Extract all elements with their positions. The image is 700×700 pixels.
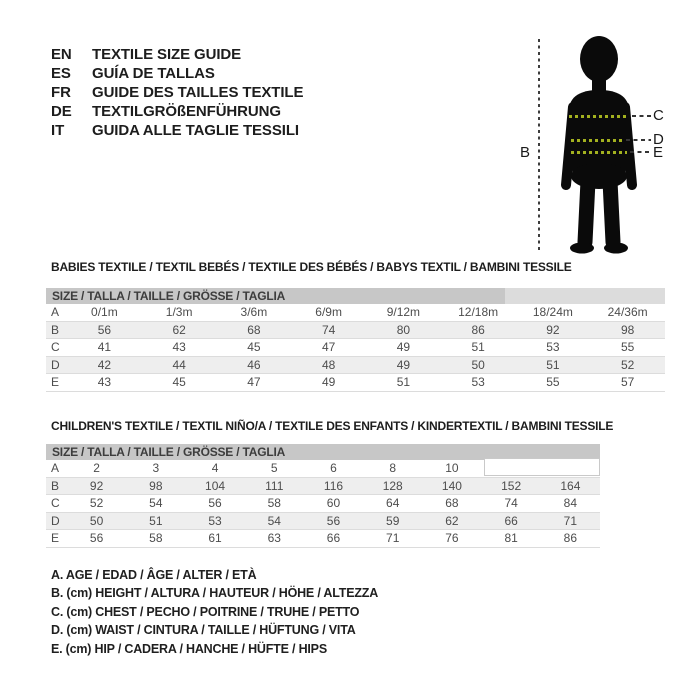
table-cell: 56 — [326, 513, 341, 528]
table-row — [46, 304, 665, 322]
language-title: GUÍA DE TALLAS — [92, 65, 215, 82]
table-cell: 49 — [396, 340, 411, 355]
table-cell: 45 — [247, 340, 261, 355]
row-label: E — [51, 375, 60, 390]
height-measure-line — [538, 39, 540, 252]
table-cell: 64 — [386, 496, 400, 511]
size-header-bar: SIZE / TALLA / TAILLE / GRÖSSE / TAGLIA — [46, 288, 665, 304]
height-label: B — [520, 144, 531, 161]
table-cell: 62 — [445, 513, 459, 528]
table-cell: 62 — [172, 322, 186, 337]
legend-waist: D. (cm) WAIST / CINTURA / TAILLE / HÜFTUNG / VITA — [51, 623, 356, 638]
table-cell: 68 — [445, 496, 459, 511]
table-cell: 57 — [620, 375, 635, 390]
table-cell: 81 — [504, 531, 518, 546]
legend-age: A. AGE / EDAD / ÂGE / ALTER / ETÀ — [51, 568, 257, 582]
table-cell: 56 — [208, 496, 222, 511]
row-label: A — [51, 461, 60, 476]
table-row — [46, 513, 600, 531]
table-cell: 51 — [149, 513, 163, 528]
waist-label: D — [653, 131, 664, 148]
child-silhouette — [558, 36, 640, 254]
table-cell: 58 — [149, 531, 163, 546]
table-row — [46, 339, 665, 357]
legend-height: B. (cm) HEIGHT / ALTURA / HAUTEUR / HÖHE / ALTEZZA — [51, 586, 379, 601]
table-cell: 46 — [247, 357, 261, 372]
language-row — [51, 45, 303, 64]
table-cell: 47 — [247, 375, 261, 390]
table-cell: 1/3m — [165, 305, 193, 320]
waist-measure-dash — [626, 139, 651, 141]
table-cell: 54 — [267, 513, 281, 528]
table-cell: 45 — [172, 375, 186, 390]
language-code: EN — [51, 46, 72, 63]
table-cell: 41 — [97, 340, 112, 355]
row-label: C — [51, 340, 60, 355]
table-cell: 164 — [560, 478, 581, 493]
table-cell: 2 — [93, 461, 100, 476]
table-cell: 49 — [396, 357, 411, 372]
table-cell: 53 — [471, 375, 485, 390]
table-cell: 92 — [546, 322, 560, 337]
table-cell: 3 — [152, 461, 160, 476]
waist-measure-dots — [571, 139, 623, 142]
language-row — [51, 83, 303, 102]
table-cell: 50 — [89, 513, 104, 528]
table-row — [46, 495, 600, 513]
table-cell: 24/36m — [607, 305, 648, 320]
table-cell: 3/6m — [240, 305, 268, 320]
hip-measure-dots — [571, 151, 627, 154]
table-cell: 56 — [97, 322, 112, 337]
table-cell: 61 — [208, 531, 222, 546]
table-cell: 86 — [471, 322, 485, 337]
babies-size-table — [46, 288, 665, 392]
table-cell: 50 — [471, 357, 485, 372]
table-cell: 74 — [504, 496, 518, 511]
table-cell: 116 — [323, 478, 344, 493]
table-cell: 111 — [265, 478, 284, 493]
table-cell: 66 — [504, 513, 518, 528]
language-title-list — [51, 45, 303, 140]
table-cell: 44 — [172, 357, 186, 372]
table-cell: 43 — [97, 375, 112, 390]
table-cell: 68 — [247, 322, 261, 337]
measurement-legend — [51, 566, 378, 658]
table-cell: 48 — [321, 357, 336, 372]
table-cell: 49 — [321, 375, 336, 390]
table-cell: 76 — [445, 531, 459, 546]
language-title: TEXTILGRÖßENFÜHRUNG — [92, 103, 281, 120]
language-row — [51, 121, 303, 140]
hip-label: E — [653, 144, 664, 161]
language-code: DE — [51, 103, 72, 120]
table-cell: 4 — [211, 461, 219, 476]
table-cell: 51 — [471, 340, 485, 355]
table-cell: 74 — [321, 322, 336, 337]
table-cell: 58 — [267, 496, 281, 511]
table-cell: 98 — [620, 322, 635, 337]
babies-section-title: BABIES TEXTILE / TEXTIL BEBÉS / TEXTILE DES BÉBÉS / BABYS TEXTIL / BAMBINI TESSILE — [51, 260, 572, 274]
table-cell: 51 — [546, 357, 560, 372]
legend-hip: E. (cm) HIP / CADERA / HANCHE / HÜFTE / HIPS — [51, 641, 327, 656]
table-cell: 66 — [326, 531, 341, 546]
table-cell: 9/12m — [386, 305, 421, 320]
table-cell: 54 — [149, 496, 163, 511]
table-cell: 42 — [97, 357, 112, 372]
table-cell: 56 — [89, 531, 104, 546]
table-row — [46, 478, 600, 496]
language-row — [51, 102, 303, 121]
language-code: FR — [51, 84, 71, 101]
row-label: B — [51, 478, 60, 493]
language-title: GUIDE DES TAILLES TEXTILE — [92, 84, 304, 101]
table-cell: 152 — [501, 478, 522, 493]
table-cell: 92 — [89, 478, 104, 493]
table-cell: 47 — [321, 340, 336, 355]
row-label: D — [51, 513, 60, 528]
row-label: A — [51, 305, 60, 320]
table-cell: 140 — [441, 478, 462, 493]
table-row — [46, 357, 665, 375]
table-cell: 8 — [389, 461, 397, 476]
table-cell: 6 — [330, 461, 337, 476]
header-light-overlay — [505, 288, 665, 304]
table-cell: 5 — [270, 461, 278, 476]
table-cell: 80 — [396, 322, 411, 337]
table-cell: 0/1m — [91, 305, 118, 320]
chest-measure-dash — [632, 115, 651, 117]
language-title: GUIDA ALLE TAGLIE TESSILI — [92, 122, 299, 139]
table-cell: 53 — [546, 340, 560, 355]
table-cell: 71 — [563, 513, 578, 528]
table-cell: 98 — [149, 478, 163, 493]
chest-label: C — [653, 107, 664, 124]
table-cell: 128 — [382, 478, 403, 493]
table-body — [46, 304, 665, 392]
table-cell: 55 — [546, 375, 560, 390]
table-cell: 84 — [563, 496, 578, 511]
children-size-table — [46, 444, 600, 548]
table-cell: 12/18m — [458, 305, 499, 320]
table-cell: 52 — [620, 357, 635, 372]
size-header-bar: SIZE / TALLA / TAILLE / GRÖSSE / TAGLIA — [46, 444, 600, 460]
table-row — [46, 374, 665, 392]
table-cell: 10 — [445, 461, 459, 476]
children-section-title: CHILDREN'S TEXTILE / TEXTIL NIÑO/A / TEXTILE DES ENFANTS / KINDERTEXTIL / BAMBINI TESSILE — [51, 419, 614, 433]
row-label: C — [51, 496, 60, 511]
table-row — [46, 322, 665, 340]
language-row — [51, 64, 303, 83]
table-cell: 18/24m — [532, 305, 573, 320]
hip-measure-dash — [630, 151, 651, 153]
table-cell: 86 — [563, 531, 578, 546]
chest-measure-dots — [569, 115, 629, 118]
table-cell: 59 — [386, 513, 400, 528]
language-code: IT — [51, 122, 65, 139]
table-cell: 6/9m — [315, 305, 342, 320]
language-title: TEXTILE SIZE GUIDE — [92, 46, 242, 63]
table-cell: 43 — [172, 340, 186, 355]
legend-chest: C. (cm) CHEST / PECHO / POITRINE / TRUHE / PETTO — [51, 604, 360, 619]
language-code: ES — [51, 65, 71, 82]
table-cell: 104 — [205, 478, 226, 493]
row-label: E — [51, 531, 60, 546]
table-cell: 53 — [208, 513, 222, 528]
table-cell: 60 — [326, 496, 341, 511]
row-label: B — [51, 322, 60, 337]
size-12-14-highlight-box — [484, 458, 600, 476]
table-cell: 52 — [89, 496, 104, 511]
table-cell: 71 — [386, 531, 400, 546]
table-cell: 55 — [620, 340, 635, 355]
table-cell: 51 — [396, 375, 411, 390]
row-label: D — [51, 357, 60, 372]
table-row — [46, 530, 600, 548]
table-cell: 63 — [267, 531, 281, 546]
